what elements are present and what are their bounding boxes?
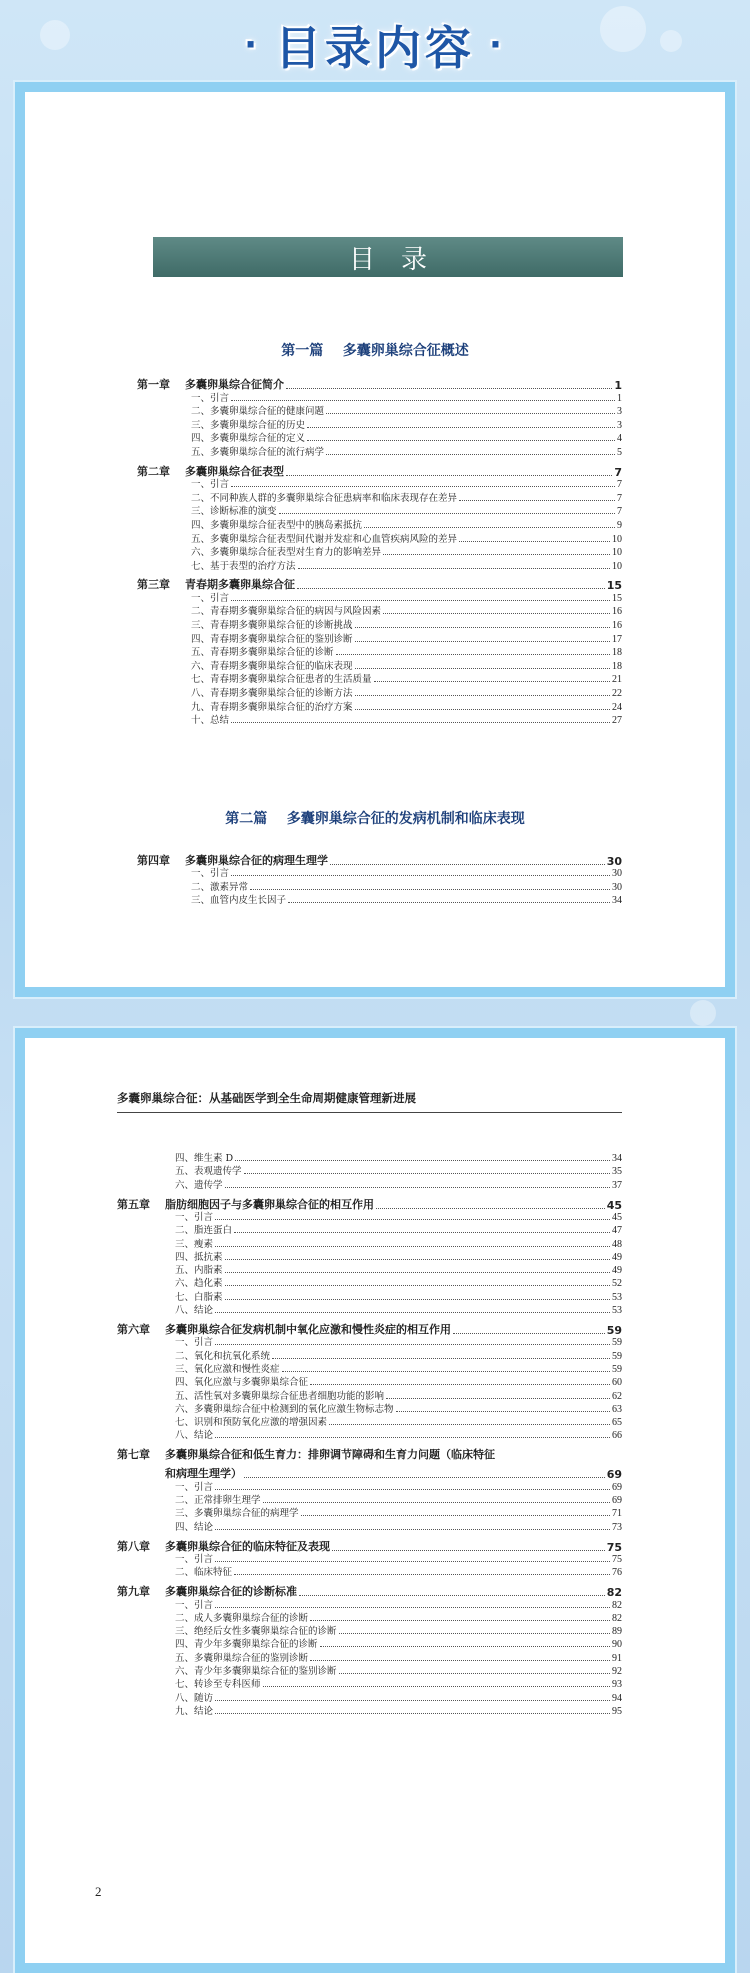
section-title: 三、诊断标准的演变: [191, 506, 277, 518]
dot-leader: [231, 874, 610, 876]
toc-section-entry[interactable]: [175, 1610, 622, 1624]
dot-leader: [231, 485, 615, 487]
page-ref: 69: [612, 1495, 622, 1506]
section-title: 一、引言: [175, 1599, 214, 1611]
section-title: 六、青春期多囊卵巢综合征的临床表现: [191, 660, 353, 672]
part-title: [25, 808, 725, 828]
section-title: 四、多囊卵巢综合征的定义: [191, 433, 306, 445]
toc-section-entry[interactable]: [175, 1209, 622, 1223]
page-ref: 71: [612, 1508, 622, 1520]
chapter-number: 第一章: [137, 378, 170, 391]
section-title: 一、引言: [191, 479, 230, 491]
dot-leader: [225, 1298, 610, 1300]
dot-leader: [272, 1357, 610, 1359]
running-head: 多囊卵巢综合征：从基础医学到全生命周期健康管理新进展: [117, 1090, 622, 1113]
dot-leader: [234, 1231, 610, 1233]
toc-section-entry[interactable]: [191, 631, 622, 645]
dot-leader: [339, 1632, 610, 1634]
chapter-title: 多囊卵巢综合征的病理生理学: [185, 854, 328, 867]
chapter-title: 多囊卵巢综合征的诊断标准: [165, 1585, 297, 1599]
page-ref: 18: [612, 660, 622, 672]
toc-section-entry[interactable]: [175, 1492, 622, 1506]
header-title: [0, 10, 750, 80]
dot-leader: [326, 453, 615, 455]
page-ref: 53: [612, 1305, 622, 1316]
dot-leader: [386, 1397, 610, 1399]
chapter-title: 多囊卵巢综合征发病机制中氧化应激和慢性炎症的相互作用: [165, 1323, 451, 1336]
toc-section-entry[interactable]: [191, 590, 622, 604]
section-title: 六、青少年多囊卵巢综合征的鉴别诊断: [175, 1666, 337, 1677]
toc-section-entry[interactable]: [191, 544, 622, 558]
toc-section-entry[interactable]: [175, 1551, 622, 1565]
page-ref: 10: [612, 560, 622, 572]
page-ref: 62: [612, 1390, 622, 1402]
page-ref: 49: [612, 1251, 622, 1263]
page-ref: 60: [612, 1377, 622, 1389]
section-title: 八、结论: [175, 1305, 214, 1316]
page-ref: 37: [612, 1179, 622, 1191]
section-title: 六、多囊卵巢综合征表型对生育力的影响差异: [191, 547, 382, 559]
dot-leader: [301, 1514, 610, 1516]
toc-section-entry[interactable]: [175, 1414, 622, 1428]
section-title: 四、青少年多囊卵巢综合征的诊断: [175, 1639, 318, 1651]
toc-section-entry[interactable]: [175, 1177, 622, 1191]
toc-section-entry[interactable]: [175, 1289, 622, 1303]
page-ref: 73: [612, 1521, 622, 1533]
page-ref: 53: [612, 1291, 622, 1303]
dot-leader: [215, 1343, 610, 1345]
page-ref: 21: [612, 674, 622, 686]
page-ref: 5: [617, 447, 622, 458]
section-title: 七、青春期多囊卵巢综合征患者的生活质量: [191, 674, 372, 686]
page-ref: 65: [612, 1417, 622, 1429]
section-title: 八、随访: [175, 1692, 214, 1704]
toc-section-entry[interactable]: [175, 1302, 622, 1316]
section-title: 九、青春期多囊卵巢综合征的治疗方案: [191, 701, 353, 713]
section-title: 三、氧化应激和慢性炎症: [175, 1363, 280, 1375]
section-title: 七、转诊至专科医师: [175, 1679, 261, 1691]
dot-leader: [225, 1258, 610, 1260]
section-title: 六、趋化素: [175, 1278, 223, 1290]
page-ref: 94: [612, 1692, 622, 1704]
dot-leader: [307, 426, 615, 428]
dot-leader: [355, 626, 610, 628]
section-title: 一、引言: [191, 392, 230, 404]
dot-leader: [329, 1423, 610, 1425]
section-title: 二、正常排卵生理学: [175, 1495, 261, 1506]
dot-leader: [263, 1685, 610, 1687]
page-ref: 59: [612, 1337, 622, 1349]
section-title: 二、临床特征: [175, 1567, 233, 1579]
dot-leader: [235, 1159, 610, 1161]
part-label: 第二篇: [225, 811, 268, 827]
toc-section-entry[interactable]: [191, 617, 622, 631]
header-dot-left: ·: [244, 25, 261, 65]
dot-leader: [355, 640, 610, 642]
chapter-title: 多囊卵巢综合征简介: [185, 378, 284, 391]
page-ref: 7: [617, 506, 622, 518]
toc-section-entry[interactable]: [175, 1374, 622, 1388]
section-title: 二、多囊卵巢综合征的健康问题: [191, 406, 325, 418]
toc-section-entry[interactable]: [175, 1636, 622, 1650]
section-title: 四、多囊卵巢综合征表型中的胰岛素抵抗: [191, 519, 363, 531]
toc-page-1: [15, 82, 735, 997]
dot-leader: [231, 599, 610, 601]
toc-section-entry[interactable]: [175, 1163, 622, 1177]
dot-leader: [383, 553, 610, 555]
toc-section-entry[interactable]: [175, 1519, 622, 1533]
page-ref: 76: [612, 1567, 622, 1579]
toc-section-entry[interactable]: [175, 1334, 622, 1348]
toc-section-entry[interactable]: [175, 1150, 622, 1164]
dot-leader: [310, 1659, 610, 1661]
page-ref: 59: [612, 1363, 622, 1375]
toc-section-entry[interactable]: [191, 644, 622, 658]
section-title: 二、成人多囊卵巢综合征的诊断: [175, 1612, 309, 1624]
dot-leader: [263, 1501, 610, 1503]
dot-leader: [215, 1606, 610, 1608]
toc-section-entry[interactable]: [191, 685, 622, 699]
section-title: 五、多囊卵巢综合征的鉴别诊断: [175, 1652, 309, 1664]
page-ref: 16: [612, 620, 622, 631]
section-title: 一、引言: [175, 1481, 214, 1493]
section-title: 六、多囊卵巢综合征中检测到的氧化应激生物标志物: [175, 1403, 394, 1415]
chapter-number: 第六章: [117, 1323, 150, 1336]
page-ref: 93: [612, 1679, 622, 1691]
section-title: 四、氧化应激与多囊卵巢综合征: [175, 1377, 309, 1389]
page-ref: 9: [617, 519, 622, 531]
toc-section-entry[interactable]: [175, 1564, 622, 1578]
page-ref: 75: [612, 1553, 622, 1565]
toc-section-entry[interactable]: [175, 1663, 622, 1677]
section-title: 五、活性氧对多囊卵巢综合征患者细胞功能的影响: [175, 1390, 385, 1402]
dot-leader: [339, 1672, 610, 1674]
dot-leader: [336, 653, 610, 655]
toc-section-entry[interactable]: [175, 1262, 622, 1276]
page-ref: 95: [612, 1705, 622, 1717]
header-dot-right: ·: [489, 25, 506, 65]
toc-banner: 目录: [153, 237, 623, 277]
toc-section-entry[interactable]: [191, 444, 622, 458]
dot-leader: [225, 1271, 610, 1273]
page-ref: 3: [617, 406, 622, 418]
page-ref: 18: [612, 647, 622, 659]
section-title: 十、总结: [191, 715, 230, 727]
toc-section-entry[interactable]: [175, 1275, 622, 1289]
dot-leader: [225, 1284, 610, 1286]
dot-leader: [396, 1410, 610, 1412]
section-title: 九、结论: [175, 1705, 214, 1717]
toc-section-entry[interactable]: [191, 892, 622, 906]
section-title: 二、氧化和抗氧化系统: [175, 1350, 271, 1362]
part-label: 第一篇: [281, 343, 324, 359]
dot-leader: [320, 1645, 610, 1647]
page-ref: 30: [606, 855, 622, 868]
page-ref: 48: [612, 1238, 622, 1250]
page-ref: 52: [612, 1278, 622, 1290]
toc-section-entry[interactable]: [175, 1690, 622, 1704]
toc-section-entry[interactable]: [191, 503, 622, 517]
dot-leader: [215, 1245, 610, 1247]
toc-section-entry[interactable]: [175, 1361, 622, 1375]
toc-section-entry[interactable]: [191, 403, 622, 417]
toc-section-entry[interactable]: [175, 1249, 622, 1263]
section-title: 二、不同种族人群的多囊卵巢综合征患病率和临床表现存在差异: [191, 492, 458, 504]
page-ref: 17: [612, 633, 622, 645]
dot-leader: [279, 512, 615, 514]
section-title: 四、维生素 D: [175, 1153, 234, 1164]
section-title: 五、内脂素: [175, 1265, 223, 1277]
chapter-title: 和病理生理学）: [165, 1467, 242, 1481]
dot-leader: [307, 439, 615, 441]
chapter-title: 多囊卵巢综合征表型: [185, 464, 284, 478]
page-ref: 7: [617, 492, 622, 504]
section-title: 三、血管内皮生长因子: [191, 895, 287, 907]
dot-leader: [215, 1528, 610, 1530]
toc-section-entry[interactable]: [191, 417, 622, 431]
dot-leader: [215, 1699, 610, 1701]
page-ref: 89: [612, 1626, 622, 1638]
page-ref: 34: [612, 1153, 622, 1164]
section-title: 三、多囊卵巢综合征的历史: [191, 419, 306, 431]
page-ref: 22: [612, 688, 622, 699]
section-title: 二、脂连蛋白: [175, 1225, 233, 1237]
dot-leader: [215, 1218, 610, 1220]
dot-leader: [310, 1619, 610, 1621]
page-ref: 16: [612, 606, 622, 618]
toc-section-entry[interactable]: [175, 1401, 622, 1415]
part-name: 多囊卵巢综合征的发病机制和临床表现: [286, 811, 525, 827]
section-title: 五、表观遗传学: [175, 1166, 242, 1178]
dot-leader: [215, 1560, 610, 1562]
page-ref: 66: [612, 1430, 622, 1442]
dot-leader: [244, 1172, 610, 1174]
dot-leader: [215, 1436, 610, 1438]
toc-chapter-entry[interactable]: [117, 1446, 622, 1462]
page-ref: 82: [612, 1599, 622, 1611]
dot-leader: [355, 667, 610, 669]
page-number: 2: [95, 1884, 102, 1899]
page-ref: 3: [617, 419, 622, 431]
section-title: 二、青春期多囊卵巢综合征的病因与风险因素: [191, 606, 382, 618]
dot-leader: [225, 1186, 610, 1188]
chapter-number: 第二章: [137, 464, 170, 478]
page-ref: 15: [606, 579, 622, 593]
dot-leader: [310, 1383, 610, 1385]
chapter-title: 青春期多囊卵巢综合征: [185, 578, 295, 592]
page-ref: 90: [612, 1639, 622, 1651]
page-ref: 91: [612, 1652, 622, 1664]
page-ref: 27: [612, 715, 622, 727]
toc-section-entry[interactable]: [191, 865, 622, 879]
dot-leader: [355, 708, 610, 710]
section-title: 五、多囊卵巢综合征表型间代谢并发症和心血管疾病风险的差异: [191, 533, 458, 545]
page-ref: 4: [617, 433, 622, 445]
toc-section-entry[interactable]: [191, 671, 622, 685]
dot-leader: [459, 499, 615, 501]
section-title: 七、基于表型的治疗方法: [191, 560, 296, 572]
toc-section-entry[interactable]: [175, 1676, 622, 1690]
section-title: 二、激素异常: [191, 881, 249, 893]
chapter-number: 第五章: [117, 1197, 150, 1211]
dot-leader: [459, 540, 610, 542]
dot-leader: [234, 1573, 610, 1575]
page-ref: 10: [612, 547, 622, 559]
toc-section-entry[interactable]: [191, 879, 622, 893]
dot-leader: [355, 694, 610, 696]
page-ref: 1: [614, 379, 622, 392]
section-title: 四、抵抗素: [175, 1251, 223, 1263]
toc-section-entry[interactable]: [191, 699, 622, 713]
chapter-number: 第四章: [137, 854, 170, 867]
toc-section-entry[interactable]: [191, 603, 622, 617]
section-title: 八、结论: [175, 1430, 214, 1442]
page-ref: 75: [606, 1540, 622, 1554]
page-ref: 82: [606, 1586, 622, 1600]
page-ref: 1: [617, 392, 622, 404]
toc-section-entry[interactable]: [191, 531, 622, 545]
page-ref: 7: [614, 465, 622, 479]
page-ref: 45: [612, 1211, 622, 1223]
page-ref: 30: [612, 868, 622, 880]
page-ref: 69: [612, 1481, 622, 1493]
page-ref: 35: [612, 1166, 622, 1178]
page-ref: 59: [606, 1324, 622, 1337]
dot-leader: [298, 567, 610, 569]
chapter-number: 第七章: [117, 1448, 150, 1462]
dot-leader: [231, 721, 610, 723]
part-name: 多囊卵巢综合征概述: [342, 343, 469, 359]
page-ref: 34: [612, 895, 622, 907]
section-title: 一、引言: [175, 1553, 214, 1565]
chapter-number: 第三章: [137, 578, 170, 592]
section-title: 四、青春期多囊卵巢综合征的鉴别诊断: [191, 633, 353, 645]
toc-section-entry[interactable]: [175, 1623, 622, 1637]
dot-leader: [383, 612, 610, 614]
dot-leader: [231, 399, 615, 401]
section-title: 四、结论: [175, 1521, 214, 1533]
toc-section-entry[interactable]: [191, 558, 622, 572]
chapter-title: 脂肪细胞因子与多囊卵巢综合征的相互作用: [165, 1197, 374, 1211]
toc-section-entry[interactable]: [191, 490, 622, 504]
chapter-title: 多囊卵巢综合征的临床特征及表现: [165, 1539, 330, 1553]
section-title: 七、识别和预防氧化应激的增强因素: [175, 1417, 328, 1429]
dot-leader: [326, 412, 615, 414]
section-title: 八、青春期多囊卵巢综合征的诊断方法: [191, 688, 353, 699]
section-title: 一、引言: [191, 868, 230, 880]
page-ref: 45: [606, 1198, 622, 1212]
page-ref: 30: [612, 881, 622, 893]
dot-leader: [374, 680, 610, 682]
page-ref: 59: [612, 1350, 622, 1362]
page-ref: 69: [606, 1468, 622, 1482]
dot-leader: [215, 1311, 610, 1313]
toc-section-entry[interactable]: [191, 390, 622, 404]
section-title: 五、青春期多囊卵巢综合征的诊断: [191, 647, 334, 659]
toc-section-entry[interactable]: [175, 1236, 622, 1250]
dot-leader: [288, 901, 610, 903]
chapter-number: 第八章: [117, 1539, 150, 1553]
toc-section-entry[interactable]: [175, 1222, 622, 1236]
page-ref: 15: [612, 592, 622, 604]
dot-leader: [364, 526, 615, 528]
toc-section-entry[interactable]: [175, 1348, 622, 1362]
dot-leader: [215, 1712, 610, 1714]
section-title: 三、瘦素: [175, 1238, 214, 1250]
background-bubble: [690, 1000, 716, 1026]
section-title: 三、多囊卵巢综合征的病理学: [175, 1508, 299, 1520]
dot-leader: [250, 888, 610, 890]
dot-leader: [215, 1488, 610, 1490]
toc-section-entry[interactable]: [191, 712, 622, 726]
toc-section-entry[interactable]: [175, 1388, 622, 1402]
section-title: 六、遗传学: [175, 1179, 223, 1191]
toc-section-entry[interactable]: [175, 1597, 622, 1611]
chapter-title: 多囊卵巢综合征和低生育力：排卵调节障碍和生育力问题（临床特征: [165, 1448, 495, 1462]
section-title: 一、引言: [175, 1337, 214, 1349]
section-title: 一、引言: [175, 1211, 214, 1223]
toc-section-entry[interactable]: [175, 1479, 622, 1493]
page-ref: 49: [612, 1265, 622, 1277]
toc-section-entry[interactable]: [191, 658, 622, 672]
toc-section-entry[interactable]: [175, 1427, 622, 1441]
section-title: 一、引言: [191, 592, 230, 604]
toc-section-entry[interactable]: [175, 1650, 622, 1664]
dot-leader: [282, 1370, 610, 1372]
part-title: [25, 340, 725, 360]
section-title: 三、青春期多囊卵巢综合征的诊断挑战: [191, 620, 353, 631]
toc-section-entry[interactable]: [191, 430, 622, 444]
section-title: 三、绝经后女性多囊卵巢综合征的诊断: [175, 1626, 337, 1638]
page-ref: 10: [612, 533, 622, 545]
page-ref: 63: [612, 1403, 622, 1415]
toc-section-entry[interactable]: [175, 1703, 622, 1717]
page-ref: 92: [612, 1666, 622, 1677]
toc-section-entry[interactable]: [191, 476, 622, 490]
header-title-text: 目录内容: [275, 21, 475, 75]
toc-section-entry[interactable]: [175, 1505, 622, 1519]
toc-section-entry[interactable]: [191, 517, 622, 531]
page-ref: 82: [612, 1612, 622, 1624]
page-ref: 24: [612, 701, 622, 713]
chapter-number: 第九章: [117, 1585, 150, 1599]
toc-page-2: [15, 1028, 735, 1973]
page-ref: 47: [612, 1225, 622, 1237]
page-ref: 7: [617, 479, 622, 491]
section-title: 五、多囊卵巢综合征的流行病学: [191, 447, 325, 458]
section-title: 七、白脂素: [175, 1291, 223, 1303]
